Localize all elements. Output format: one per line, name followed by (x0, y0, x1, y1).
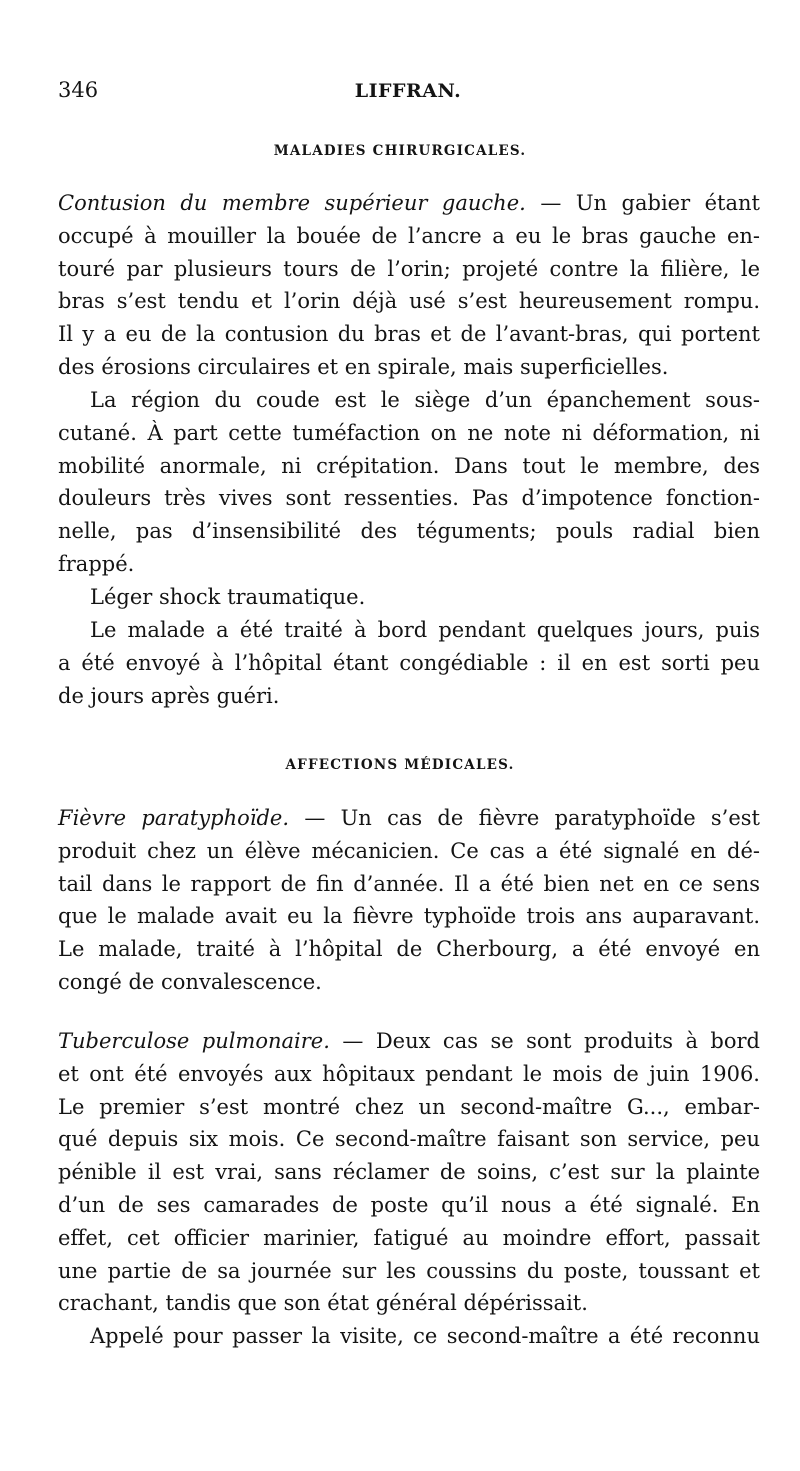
text-line: Léger shock traumatique. (90, 585, 366, 609)
text-line: pénible il est vrai, sans réclamer de soins, c’est sur la plainte (58, 1160, 760, 1185)
paragraph-lead: Contusion du membre supérieur gauche. (58, 191, 526, 215)
text-line (58, 1025, 760, 1058)
paragraph-lead: Fièvre paratyphoïde. (58, 806, 290, 830)
text-line: Appelé pour passer la visite, ce second-maître a été reconnu (90, 1324, 760, 1348)
text-line-rest: — Un cas de fièvre paratyphoïde s’est (304, 806, 760, 830)
text-line: cutané. À part cette tuméfaction on ne note ni déformation, ni (58, 420, 760, 445)
section-title-medical: AFFECTIONS MÉDICALES. (285, 757, 515, 773)
text-line: une partie de sa journée sur les coussins du poste, toussant et (58, 1258, 760, 1283)
text-line: d’un de ses camarades de poste qu’il nous a été signalé. En (58, 1192, 760, 1217)
paragraph-visit (58, 1320, 760, 1353)
paragraph-lead: Tuberculose pulmonaire. (58, 1029, 330, 1053)
paragraph-treatment (58, 614, 760, 712)
paragraph-shock (58, 581, 760, 614)
text-line: produit chez un élève mécanicien. Ce cas a été signalé en dé- (58, 838, 760, 863)
text-line: que le malade avait eu la fièvre typhoïde trois ans auparavant. (58, 904, 760, 929)
text-line: Le premier s’est montré chez un second-maître G..., embar- (58, 1094, 760, 1119)
section-title-surgical: MALADIES CHIRURGICALES. (273, 143, 527, 159)
text-line: des érosions circulaires et en spirale, mais superficielles. (58, 354, 669, 379)
text-line: Le malade, traité à l’hôpital de Cherbourg, a été envoyé en (58, 937, 760, 962)
text-line: occupé à mouiller la bouée de l’ancre a eu le bras gauche en- (58, 223, 760, 248)
text-line (58, 802, 760, 835)
text-line: touré par plusieurs tours de l’orin; projeté contre la filière, le (58, 256, 760, 281)
text-line: tail dans le rapport de fin d’année. Il a été bien net en ce sens (58, 871, 760, 896)
paragraph-contusion (58, 187, 760, 384)
paragraph-elbow (58, 384, 760, 581)
text-line: qué depuis six mois. Ce second-maître faisant son service, peu (58, 1127, 760, 1152)
text-line: nelle, pas d’insensibilité des téguments; pouls radial bien (58, 519, 760, 544)
paragraph-tuberculosis (58, 1025, 760, 1320)
text-line: congé de convalescence. (58, 969, 322, 994)
text-line: Il y a eu de la contusion du bras et de l’avant-bras, qui portent (58, 322, 760, 347)
text-line: a été envoyé à l’hôpital étant congédiable : il en est sorti peu (58, 650, 760, 675)
text-line: Le malade a été traité à bord pendant quelques jours, puis (90, 618, 760, 642)
page-number: 346 (58, 78, 99, 102)
text-line-rest: — Un gabier étant (540, 191, 760, 215)
text-line: mobilité anormale, ni crépitation. Dans tout le membre, des (58, 453, 760, 478)
text-line: La région du coude est le siège d’un épanchement sous- (90, 388, 760, 412)
text-line-rest: — Deux cas se sont produits à bord (342, 1029, 760, 1053)
page-header (58, 78, 758, 110)
text-line: effet, cet officier marinier, fatigué au moindre effort, passait (58, 1225, 760, 1250)
text-line (58, 187, 760, 220)
text-line: crachant, tandis que son état général dépérissait. (58, 1291, 588, 1316)
running-head: LIFFRAN. (354, 80, 462, 102)
text-line: frappé. (58, 551, 135, 576)
text-line: douleurs très vives sont ressenties. Pas d’impotence fonction- (58, 486, 760, 511)
text-line: bras s’est tendu et l’orin déjà usé s’est heureusement rompu. (58, 289, 760, 314)
paragraph-paratyphoid (58, 802, 760, 999)
text-line: et ont été envoyés aux hôpitaux pendant le mois de juin 1906. (58, 1061, 760, 1086)
text-line: de jours après guéri. (58, 683, 280, 708)
